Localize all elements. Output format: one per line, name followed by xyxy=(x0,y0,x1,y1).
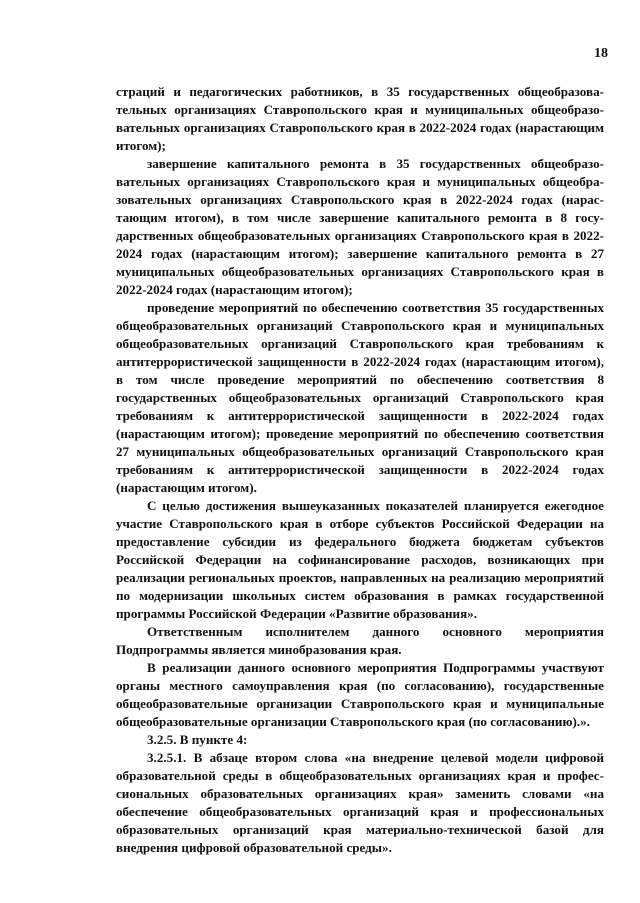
paragraph-item-3-2-5-1: 3.2.5.1. В абзаце втором слова «на внедрение целевой модели цифровой образовательной среды в общеобразовательных организациях края и профессиональных образовательных организациях края» заменить словами «на обеспечение общеобразовательных организаций края и профессиональных образовательных организаций края материально-технической базой для внедрения цифровой образовательной среды». xyxy=(116,750,604,855)
paragraph-item-3-2-5: 3.2.5. В пункте 4: xyxy=(147,732,248,747)
paragraph-antiterror: проведение мероприятий по обеспечению соответствия 35 государственных общеобразовательных организаций Ставропольского края и муниципальных общеобразовательных организаций Ставропольского края требованиям к антитеррористической защищенности в 2022-2024 годах (нарастающим итогом), в том числе проведение мероприятий по обеспечению соответствия 8 государственных общеобразовательных организаций Ставропольского края требованиям к антитеррористической защищенности в 2022-2024 годах (нарастающим итогом); проведение мероприятий по обеспечению соответствия 27 муниципальных общеобразовательных организаций Ставропольского края требованиям к антитеррористической защищенности в 2022-2024 годах (нарастающим итогом). xyxy=(116,300,604,495)
paragraph-subsidy-participation: С целью достижения вышеуказанных показателей планируется ежегодное участие Ставропольского края в отборе субъектов Российской Федерации на предоставление субсидии из федерального бюджета бюджетам субъектов Российской Федерации на софинансирование расходов, возникающих при реализации региональных проектов, направленных на реализацию мероприятий по модернизации школьных систем образования в рамках государственной программы Российской Федерации «Развитие образования». xyxy=(116,498,604,621)
paragraph-capital-repair: завершение капитального ремонта в 35 государственных общеобразовательных организациях Ставропольского края и муниципальных общеобразовательных организациях Ставропольского края в 2022-2024 годах (нарастающим итогом), в том числе завершение капитального ремонта в 8 государственных общеобразовательных организациях Ставропольского края в 2022-2024 годах (нарастающим итогом); завершение капитального ремонта в 27 муниципальных общеобразовательных организациях Ставропольского края в 2022-2024 годах (нарастающим итогом); xyxy=(116,156,604,297)
document-body xyxy=(116,83,604,857)
page-number: 18 xyxy=(594,46,608,61)
paragraph-participants: В реализации данного основного мероприятия Подпрограммы участвуют органы местного самоуправления края (по согласованию), государственные общеобразовательные организации Ставропольского края и муниципальные общеобразовательные организации Ставропольского края (по согласованию).». xyxy=(116,660,604,729)
paragraph-responsible-executor: Ответственным исполнителем данного основного мероприятия Подпрограммы является минобразования края. xyxy=(116,624,604,657)
paragraph-continuation: страций и педагогических работников, в 35 государственных общеобразовательных организациях Ставропольского края и муниципальных общеобразовательных организациях Ставропольского края в 2022-2024 годах (нарастающим итогом); xyxy=(116,84,604,153)
